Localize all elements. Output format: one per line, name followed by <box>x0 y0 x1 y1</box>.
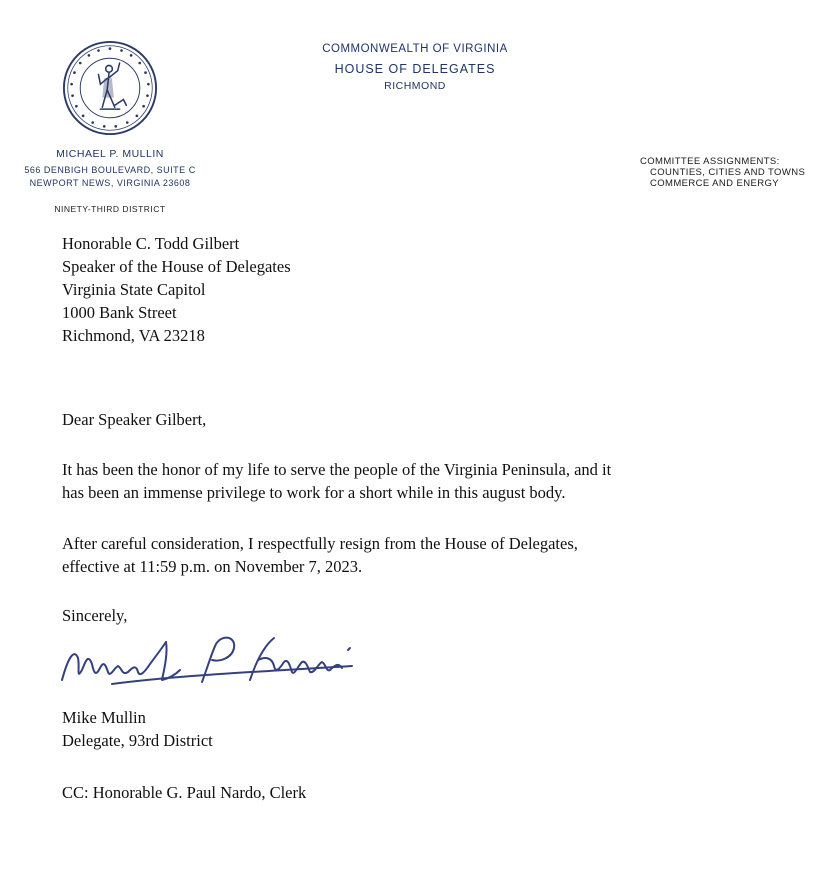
member-district: NINETY-THIRD DISTRICT <box>54 204 166 214</box>
member-address-line1: 566 DENBIGH BOULEVARD, SUITE C <box>24 165 196 175</box>
paragraph-line: After careful consideration, I respectfully resign from the House of Delegates, <box>62 534 578 553</box>
committee-title: COMMITTEE ASSIGNMENTS: <box>640 156 780 167</box>
committee-item: COMMERCE AND ENERGY <box>650 178 780 189</box>
signer-title: Delegate, 93rd District <box>62 731 213 750</box>
member-address-line2: NEWPORT NEWS, VIRGINIA 23608 <box>29 178 191 188</box>
member-name: MICHAEL P. MULLIN <box>56 148 164 160</box>
cc-line: CC: Honorable G. Paul Nardo, Clerk <box>62 783 307 802</box>
recipient-line: 1000 Bank Street <box>62 303 177 322</box>
letterhead-house: HOUSE OF DELEGATES <box>334 62 496 76</box>
body-paragraph <box>62 532 702 578</box>
signer-name: Mike Mullin <box>62 708 146 727</box>
handwritten-signature-icon <box>52 618 392 698</box>
committee-assignments <box>640 156 820 189</box>
recipient-line: Virginia State Capitol <box>62 280 206 299</box>
closing: Sincerely, <box>62 606 128 625</box>
paragraph-line: effective at 11:59 p.m. on November 7, 2023. <box>62 557 363 576</box>
recipient-line: Honorable C. Todd Gilbert <box>62 234 240 253</box>
paragraph-line: It has been the honor of my life to serve the people of the Virginia Peninsula, and it <box>62 460 612 479</box>
recipient-line: Speaker of the House of Delegates <box>62 257 291 276</box>
committee-item: COUNTIES, CITIES AND TOWNS <box>650 167 806 178</box>
signer-block <box>62 706 213 752</box>
letterhead-commonwealth: COMMONWEALTH OF VIRGINIA <box>322 43 508 55</box>
letterhead-city: RICHMOND <box>384 80 446 92</box>
recipient-address <box>62 232 291 347</box>
paragraph-line: has been an immense privilege to work for a short while in this august body. <box>62 483 566 502</box>
recipient-line: Richmond, VA 23218 <box>62 326 205 345</box>
body-paragraph <box>62 458 702 504</box>
salutation: Dear Speaker Gilbert, <box>62 410 207 429</box>
virginia-seal-icon <box>62 40 158 136</box>
